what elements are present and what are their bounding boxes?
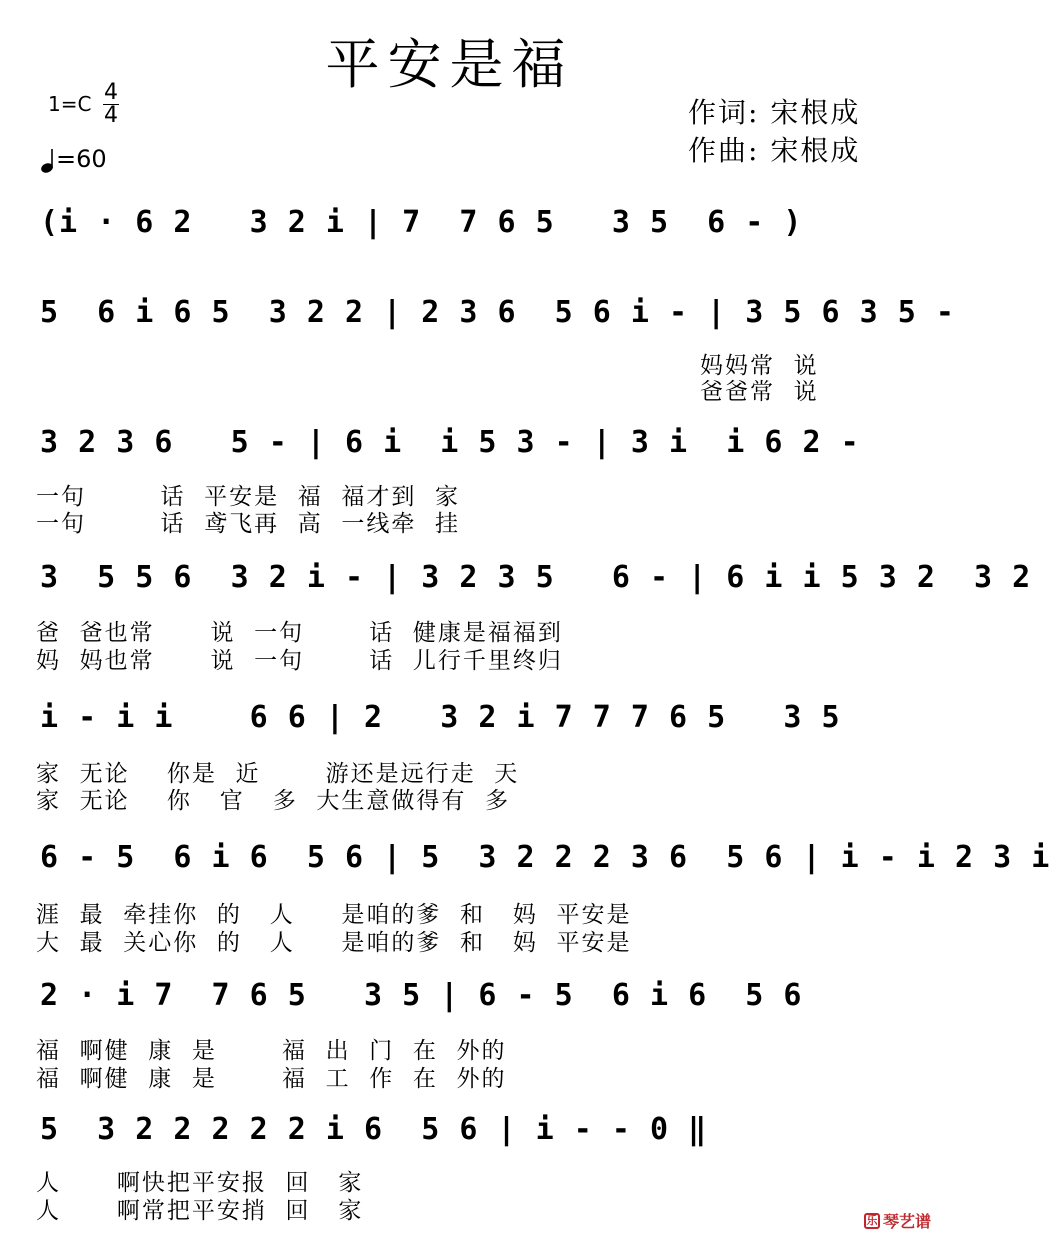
- notes-line: 3 5 5 6 3 2 i - | 3 2 3 5 6 - | 6 i i 5 3 2 3 2: [40, 560, 1032, 595]
- lyric-verse-1: 家 无论 你是 近 游还是远行走 天: [36, 761, 520, 787]
- score-system-6: [0, 978, 949, 1092]
- time-signature: [103, 82, 119, 127]
- lyric-verse-2: 爸爸常 说: [700, 379, 819, 405]
- notes-line: 3 2 3 6 5 - | 6 i i 5 3 - | 3 i i 6 2 -: [40, 425, 860, 460]
- score-system-4: [0, 700, 949, 814]
- lyric-verse-2: 家 无论 你 官 多 大生意做得有 多: [36, 788, 510, 814]
- score-system-7: [0, 1112, 949, 1222]
- lyric-verse-2: 福 啊健 康 是 福 工 作 在 外的: [36, 1066, 507, 1092]
- quarter-note-icon: [40, 147, 54, 173]
- lyric-verse-2: 一句 话 鸢飞再 高 一线牵 挂: [36, 511, 460, 537]
- notes-line: (i · 6 2 3 2 i | 7 7 6 5 3 5 6 - ): [40, 205, 803, 240]
- lyricist-credit: 作词: 宋根成: [688, 96, 861, 129]
- notes-line: 6 - 5 6 i 6 5 6 | 5 3 2 2 2 3 6 5 6 | i - i 2 3 i: [40, 840, 1050, 875]
- notes-line: 5 3 2 2 2 2 2 i 6 5 6 | i - - 0 ‖: [40, 1112, 708, 1147]
- key-signature: 1=C: [48, 92, 92, 116]
- qinyipu-logo-icon: 乐: [864, 1213, 880, 1229]
- lyric-verse-2: 大 最 关心你 的 人 是咱的爹 和 妈 平安是: [36, 930, 632, 956]
- score-system-intro: [0, 205, 949, 250]
- lyric-verse-1: 涯 最 牵挂你 的 人 是咱的爹 和 妈 平安是: [36, 902, 632, 928]
- score-system-5: [0, 840, 1050, 956]
- tempo-value: =60: [56, 145, 107, 173]
- watermark: [864, 1209, 931, 1232]
- score-system-2: [0, 425, 949, 535]
- lyric-verse-1: 一句 话 平安是 福 福才到 家: [36, 484, 460, 510]
- notes-line: i - i i 6 6 | 2 3 2 i 7 7 7 6 5 3 5: [40, 700, 841, 735]
- watermark-text: 琴艺谱: [882, 1212, 931, 1231]
- score-system-1: [0, 295, 955, 405]
- lyric-verse-1: 妈妈常 说: [700, 353, 819, 379]
- tempo-marking: [40, 145, 107, 173]
- credits: [688, 94, 860, 170]
- lyric-verse-2: 妈 妈也常 说 一句 话 儿行千里终归: [36, 648, 563, 674]
- lyric-verse-1: 爸 爸也常 说 一句 话 健康是福福到: [36, 620, 563, 646]
- lyric-verse-1: 人 啊快把平安报 回 家: [36, 1170, 364, 1196]
- lyric-verse-2: 人 啊常把平安捎 回 家: [36, 1198, 364, 1224]
- notes-line: 2 · i 7 7 6 5 3 5 | 6 - 5 6 i 6 5 6: [40, 978, 803, 1013]
- composer-credit: 作曲: 宋根成: [688, 134, 861, 167]
- lyric-verse-1: 福 啊健 康 是 福 出 门 在 外的: [36, 1038, 507, 1064]
- score-system-3: [0, 560, 1032, 674]
- song-title: 平安是福: [325, 33, 574, 96]
- time-signature-bottom: 4: [104, 103, 118, 128]
- notes-line: 5 6 i 6 5 3 2 2 | 2 3 6 5 6 i - | 3 5 6 3 5 -: [40, 295, 955, 330]
- time-signature-top: 4: [104, 80, 118, 105]
